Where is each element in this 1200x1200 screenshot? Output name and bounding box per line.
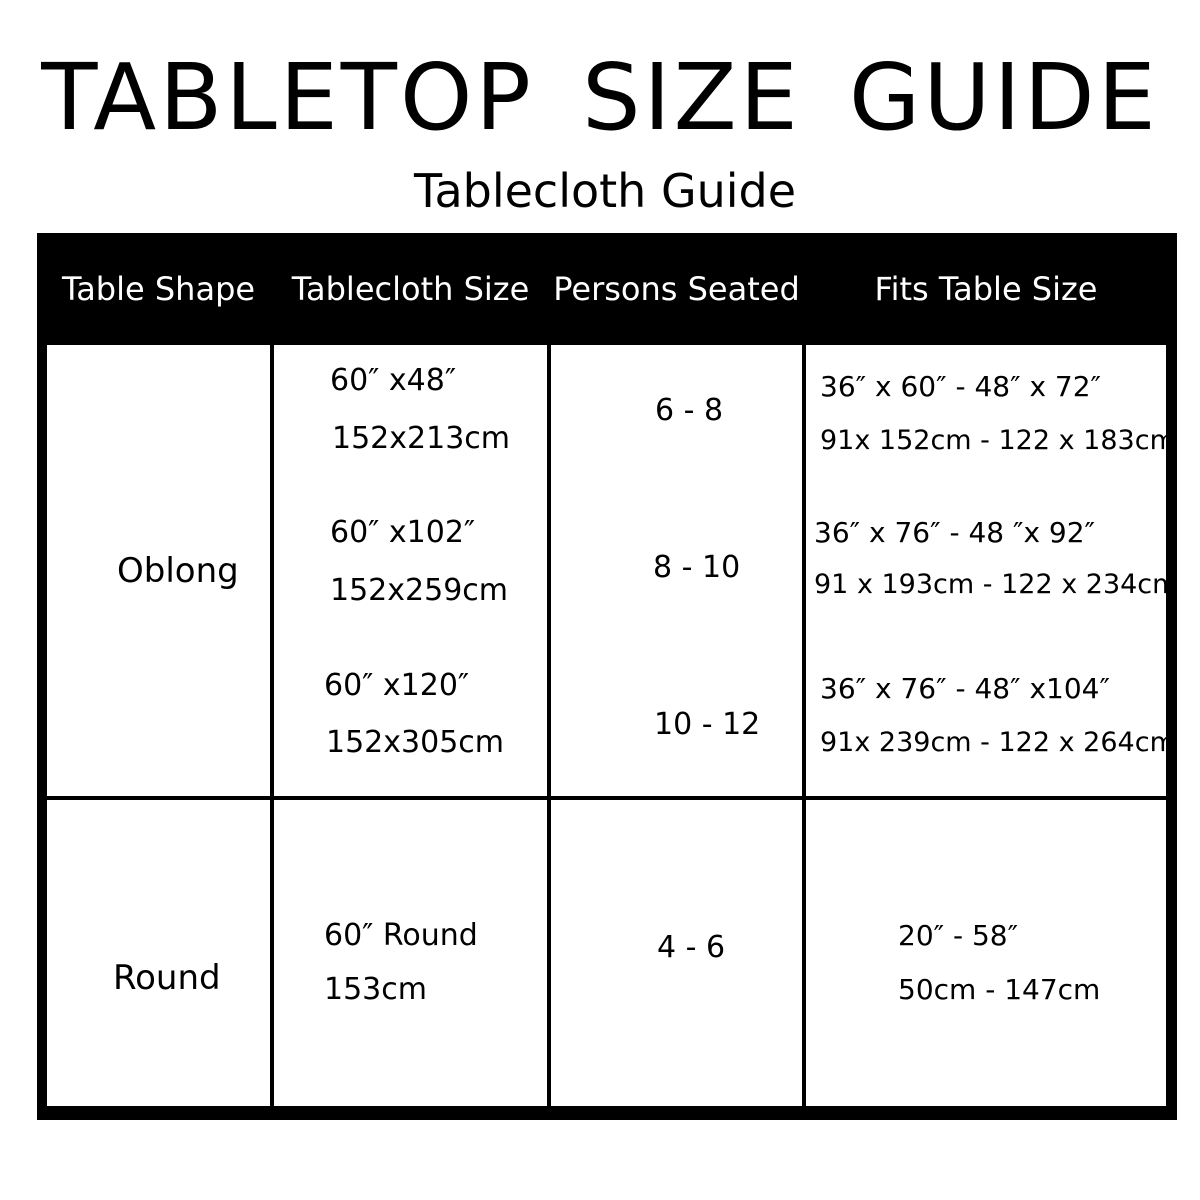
fits-size-cm: 91x 239cm - 122 x 264cm	[820, 727, 1176, 758]
table-cell-tablecloth-size	[274, 345, 547, 796]
shape-label: Oblong	[117, 551, 239, 591]
size-inches: 60″ x102″	[330, 515, 476, 550]
fits-size-inches: 36″ x 76″ - 48″ x104″	[820, 672, 1110, 705]
size-cm: 152x305cm	[326, 725, 504, 760]
size-cm: 152x259cm	[330, 573, 508, 608]
persons-seated-value: 8 - 10	[653, 550, 741, 585]
fits-size-cm: 91 x 193cm - 122 x 234cm	[814, 569, 1179, 600]
table-body	[47, 345, 1179, 1107]
header-fits-table-size: Fits Table Size	[874, 270, 1098, 308]
table-cell-persons-seated	[551, 800, 802, 1106]
page-subtitle: Tablecloth Guide	[413, 164, 797, 218]
table-cell-tablecloth-size	[274, 800, 547, 1106]
table-cell-persons-seated	[551, 345, 802, 796]
table-cell-shape-oblong	[47, 345, 270, 796]
header-table-shape: Table Shape	[61, 270, 256, 308]
table-cell-shape-round	[47, 800, 270, 1106]
size-cm: 153cm	[324, 972, 427, 1007]
fits-size-cm: 50cm - 147cm	[898, 973, 1101, 1006]
size-inches: 60″ Round	[324, 918, 478, 953]
table-cell-fits-table-size	[806, 800, 1166, 1106]
table-cell-fits-table-size	[806, 345, 1179, 796]
size-inches: 60″ x120″	[324, 668, 470, 703]
size-cm: 152x213cm	[332, 421, 510, 456]
fits-size-cm: 91x 152cm - 122 x 183cm	[820, 425, 1176, 456]
header-tablecloth-size: Tablecloth Size	[291, 270, 530, 308]
fits-size-inches: 20″ - 58″	[898, 919, 1019, 952]
table-header-row	[37, 233, 1177, 345]
header-persons-seated: Persons Seated	[553, 270, 800, 308]
size-guide-table	[37, 233, 1177, 1120]
shape-label: Round	[113, 958, 221, 998]
persons-seated-value: 6 - 8	[655, 393, 724, 428]
page-title: TABLETOP SIZE GUIDE	[41, 44, 1159, 151]
persons-seated-value: 10 - 12	[654, 707, 761, 742]
fits-size-inches: 36″ x 76″ - 48 ″x 92″	[814, 516, 1095, 549]
fits-size-inches: 36″ x 60″ - 48″ x 72″	[820, 370, 1101, 403]
size-inches: 60″ x48″	[330, 363, 457, 398]
persons-seated-value: 4 - 6	[657, 930, 726, 965]
